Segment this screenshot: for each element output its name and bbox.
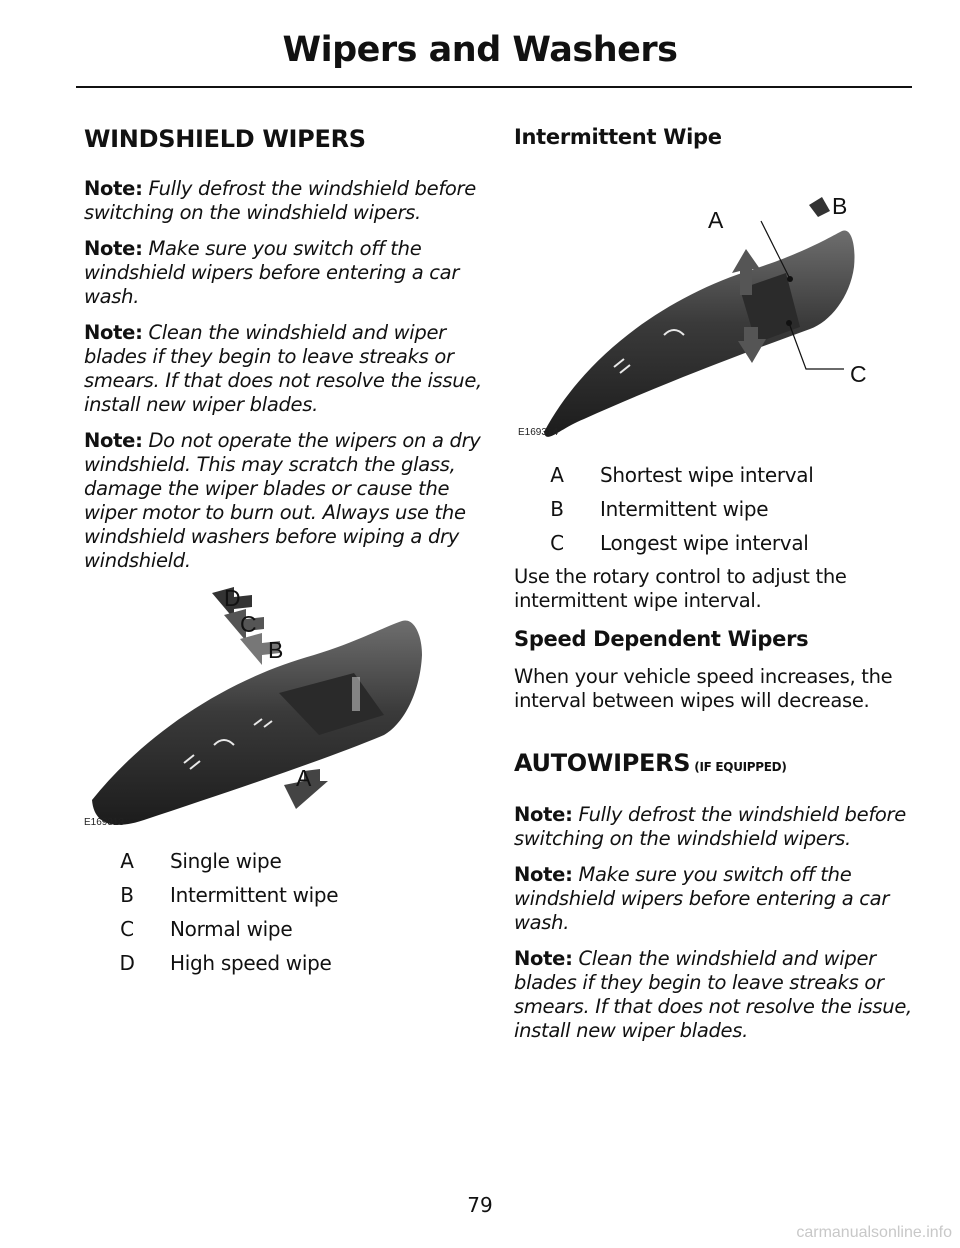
legend-row: B Intermittent wipe [120,883,339,907]
legend-row: B Intermittent wipe [550,497,769,521]
legend-list [514,463,914,555]
section-heading-intermittent-wipe: Intermittent Wipe [514,125,722,149]
callout-a: A [708,207,724,233]
section-heading-speed-dependent: Speed Dependent Wipers [514,627,809,651]
rotary-paragraph: Use the rotary control to adjust the intermittent wipe interval. [514,565,847,612]
left-column [84,125,484,985]
figure-wiper-stalk [84,585,484,835]
figure-id: E169313 [84,817,125,828]
callout-c: C [850,361,867,387]
figure-rotary-control [514,157,914,457]
callout-b: B [832,193,848,219]
callout-d: D [224,585,241,611]
note-1: Note: Fully defrost the windshield before switching on the windshield wipers. [84,177,476,224]
legend-row: D High speed wipe [119,951,332,975]
legend-row: A Shortest wipe interval [550,463,814,487]
callout-c: C [240,611,257,637]
figure-id: E169314 [518,427,559,438]
legend-row: A Single wipe [120,849,282,873]
legend-row: C Normal wipe [120,917,293,941]
page-title: Wipers and Washers [282,30,678,70]
page-number: 79 [467,1193,493,1217]
wiper-stalk-image [84,585,484,835]
legend-list [84,849,484,975]
autowipers-note-2: Note: Make sure you switch off the windshield wipers before entering a car wash. [514,863,890,934]
section-heading-windshield-wipers: WINDSHIELD WIPERS [84,125,366,153]
rotary-stalk-image [514,157,914,457]
autowipers-note-1: Note: Fully defrost the windshield before switching on the windshield wipers. [514,803,906,850]
autowipers-note-3: Note: Clean the windshield and wiper blades if they begin to leave streaks or smears. If that does not resolve the issue, install new wiper blades. [514,947,912,1042]
note-2: Note: Make sure you switch off the windshield wipers before entering a car wash. [84,237,460,308]
header-rule [76,86,912,88]
callout-b: B [268,637,284,663]
right-column [514,125,914,1055]
legend-row: C Longest wipe interval [550,531,809,555]
callout-a: A [296,765,312,791]
section-heading-autowipers: AUTOWIPERS (IF EQUIPPED) [514,749,787,777]
note-4: Note: Do not operate the wipers on a dry windshield. This may scratch the glass, damage the wiper blades or cause the wiper motor to burn out. Always use the windshield washers before wiping a dry windshield. [84,429,481,572]
watermark: carmanualsonline.info [796,1224,952,1241]
note-3: Note: Clean the windshield and wiper blades if they begin to leave streaks or smears. If that does not resolve the issue, install new wiper blades. [84,321,482,416]
speed-paragraph: When your vehicle speed increases, the interval between wipes will decrease. [514,665,893,712]
